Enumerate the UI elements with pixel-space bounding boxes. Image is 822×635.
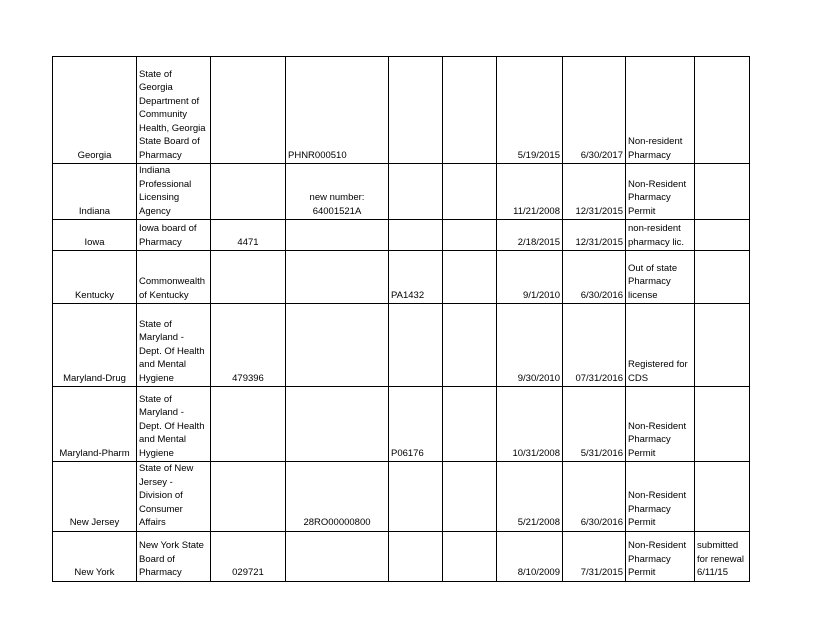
expiration-date-cell: 12/31/2015 — [563, 220, 626, 251]
table-row — [53, 251, 750, 304]
dea-number-cell — [389, 57, 443, 164]
license-type-cell: non-resident pharmacy lic. — [626, 220, 695, 251]
extra-cell — [443, 462, 497, 532]
notes-cell — [695, 251, 750, 304]
license-type-cell: Non-Resident Pharmacy Permit — [626, 462, 695, 532]
issued-date-cell: 9/1/2010 — [497, 251, 563, 304]
extra-cell — [443, 220, 497, 251]
license-type-cell: Non-Resident Pharmacy Permit — [626, 164, 695, 220]
state-cell: Maryland-Drug — [53, 304, 137, 387]
table-row — [53, 531, 750, 581]
state-cell: Iowa — [53, 220, 137, 251]
id-number-cell — [286, 387, 389, 462]
notes-cell — [695, 164, 750, 220]
agency-cell: Commonwealth of Kentucky — [137, 251, 211, 304]
extra-cell — [443, 387, 497, 462]
table-row — [53, 220, 750, 251]
extra-cell — [443, 304, 497, 387]
notes-cell — [695, 220, 750, 251]
issued-date-cell: 5/21/2008 — [497, 462, 563, 532]
dea-number-cell — [389, 304, 443, 387]
state-cell: New York — [53, 531, 137, 581]
extra-cell — [443, 251, 497, 304]
issued-date-cell: 5/19/2015 — [497, 57, 563, 164]
id-number-cell — [286, 531, 389, 581]
license-number-cell: 479396 — [211, 304, 286, 387]
expiration-date-cell: 07/31/2016 — [563, 304, 626, 387]
license-type-cell: Non-resident Pharmacy — [626, 57, 695, 164]
license-table — [52, 56, 750, 582]
license-number-cell — [211, 251, 286, 304]
agency-cell: State of Georgia Department of Community Health, Georgia State Board of Pharmacy — [137, 57, 211, 164]
state-cell: Maryland-Pharm — [53, 387, 137, 462]
license-type-cell: Non-Resident Pharmacy Permit — [626, 387, 695, 462]
license-number-cell — [211, 57, 286, 164]
expiration-date-cell: 12/31/2015 — [563, 164, 626, 220]
table-row — [53, 57, 750, 164]
expiration-date-cell: 6/30/2017 — [563, 57, 626, 164]
extra-cell — [443, 531, 497, 581]
expiration-date-cell: 7/31/2015 — [563, 531, 626, 581]
license-number-cell: 4471 — [211, 220, 286, 251]
state-cell: Georgia — [53, 57, 137, 164]
issued-date-cell: 2/18/2015 — [497, 220, 563, 251]
dea-number-cell — [389, 220, 443, 251]
notes-cell — [695, 387, 750, 462]
dea-number-cell — [389, 531, 443, 581]
license-number-cell — [211, 387, 286, 462]
id-number-cell: PHNR000510 — [286, 57, 389, 164]
table-row — [53, 304, 750, 387]
notes-cell — [695, 57, 750, 164]
expiration-date-cell: 6/30/2016 — [563, 462, 626, 532]
notes-cell: submitted for renewal 6/11/15 — [695, 531, 750, 581]
license-type-cell: Non-Resident Pharmacy Permit — [626, 531, 695, 581]
notes-cell — [695, 304, 750, 387]
agency-cell: State of New Jersey - Division of Consumer Affairs — [137, 462, 211, 532]
license-type-cell: Registered for CDS — [626, 304, 695, 387]
state-cell: Kentucky — [53, 251, 137, 304]
expiration-date-cell: 5/31/2016 — [563, 387, 626, 462]
license-type-cell: Out of state Pharmacy license — [626, 251, 695, 304]
expiration-date-cell: 6/30/2016 — [563, 251, 626, 304]
agency-cell: New York State Board of Pharmacy — [137, 531, 211, 581]
id-number-cell: new number: 64001521A — [286, 164, 389, 220]
agency-cell: Iowa board of Pharmacy — [137, 220, 211, 251]
id-number-cell: 28RO00000800 — [286, 462, 389, 532]
issued-date-cell: 11/21/2008 — [497, 164, 563, 220]
agency-cell: State of Maryland - Dept. Of Health and Mental Hygiene — [137, 387, 211, 462]
table-row — [53, 164, 750, 220]
extra-cell — [443, 164, 497, 220]
table-row — [53, 387, 750, 462]
state-cell: New Jersey — [53, 462, 137, 532]
id-number-cell — [286, 304, 389, 387]
issued-date-cell: 9/30/2010 — [497, 304, 563, 387]
issued-date-cell: 8/10/2009 — [497, 531, 563, 581]
table-row — [53, 462, 750, 532]
agency-cell: Indiana Professional Licensing Agency — [137, 164, 211, 220]
dea-number-cell: P06176 — [389, 387, 443, 462]
id-number-cell — [286, 251, 389, 304]
license-number-cell — [211, 462, 286, 532]
issued-date-cell: 10/31/2008 — [497, 387, 563, 462]
dea-number-cell — [389, 164, 443, 220]
dea-number-cell: PA1432 — [389, 251, 443, 304]
id-number-cell — [286, 220, 389, 251]
extra-cell — [443, 57, 497, 164]
license-number-cell — [211, 164, 286, 220]
notes-cell — [695, 462, 750, 532]
agency-cell: State of Maryland - Dept. Of Health and Mental Hygiene — [137, 304, 211, 387]
license-number-cell: 029721 — [211, 531, 286, 581]
dea-number-cell — [389, 462, 443, 532]
state-cell: Indiana — [53, 164, 137, 220]
